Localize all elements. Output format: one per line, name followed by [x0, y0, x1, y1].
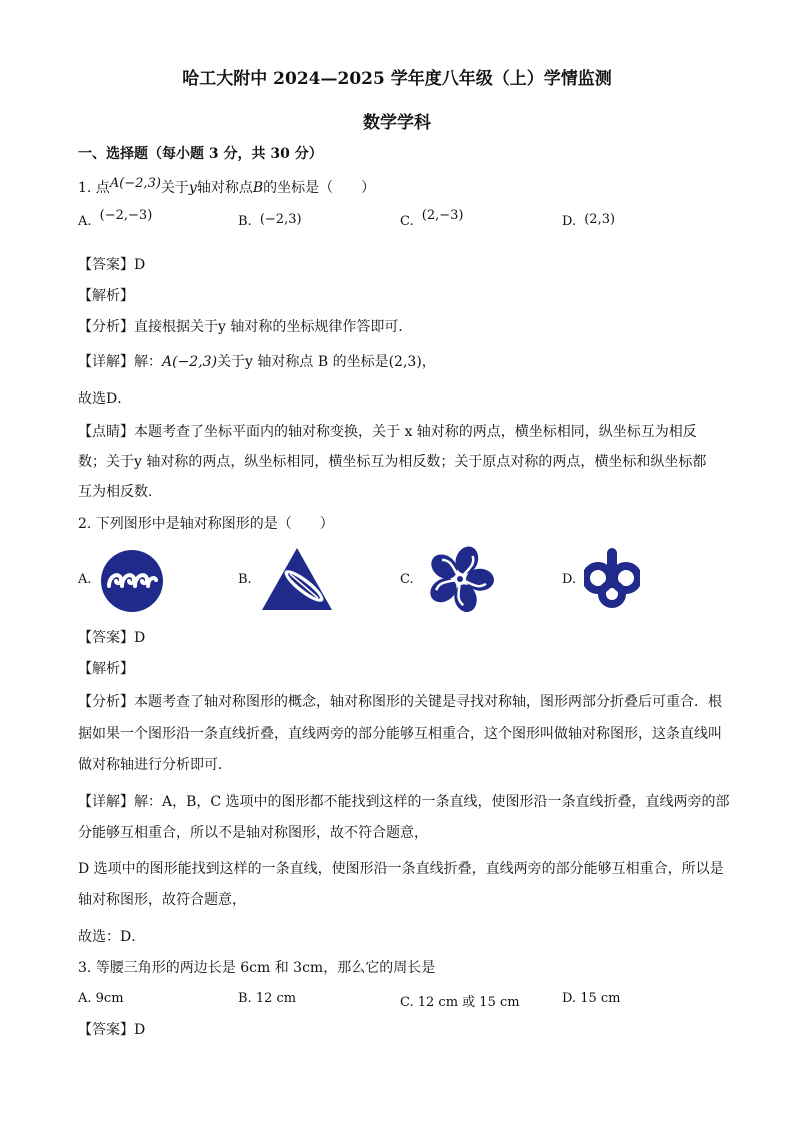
q1-xiangjie-result: (2,3): [388, 354, 422, 370]
q1-xiangjie: [78, 352, 436, 372]
q2-fenxi-line2: 据如果一个图形沿一条直线折叠，直线两旁的部分能够互相重合，这个图形叫做轴对称图形，这条直线叫: [78, 726, 722, 742]
q1-point-b: B: [252, 180, 264, 196]
q1-xiangjie-point: A(−2,3): [162, 354, 218, 370]
q1-option-b-label: B.: [238, 214, 252, 229]
q2-xiangjie-line3: D 选项中的图形能找到这样的一条直线，使图形沿一条直线折叠，直线两旁的部分能够互相重合，所以是: [78, 861, 724, 877]
pinwheel-flower-icon: [424, 543, 496, 615]
page-subtitle: 数学学科: [363, 113, 431, 133]
q1-point: A(−2,3): [109, 176, 161, 191]
q3-option-c: C. 12 cm 或 15 cm: [400, 995, 520, 1010]
q2-fenxi-line1: 【分析】本题考查了轴对称图形的概念，轴对称图形的关键是寻找对称轴，图形两部分折叠后可重合．根: [78, 694, 722, 710]
q1-dianjing-line2: 数；关于y 轴对称的两点，纵坐标相同，横坐标互为相反数；关于原点对称的两点，横坐标和纵坐标都: [78, 454, 707, 470]
q1-xiangjie-prefix: 【详解】解：: [78, 354, 162, 370]
q1-stem-mid: 关于: [160, 180, 189, 196]
q1-conclusion: 故选D．: [78, 391, 132, 407]
q1-option-d-value: (2,3): [584, 212, 616, 227]
q3-option-a: A. 9cm: [78, 991, 124, 1006]
q1-option-c-value: (2,−3): [421, 208, 464, 223]
q2-xiangjie-line2: 分能够互相重合，所以不是轴对称图形，故不符合题意，: [78, 825, 428, 841]
q1-stem-prefix: 1. 点: [78, 180, 110, 196]
q2-option-c-label: C.: [400, 572, 414, 587]
q1-option-d: [562, 214, 615, 229]
waves-circle-icon: [99, 548, 165, 614]
rings-symbol-icon: [584, 548, 640, 608]
q1-option-b: [238, 214, 302, 229]
q1-option-b-value: (−2,3): [259, 212, 302, 227]
q3-stem: 3. 等腰三角形的两边长是 6cm 和 3cm，那么它的周长是: [78, 960, 436, 976]
q2-analysis: 【解析】: [78, 661, 134, 677]
q2-option-a-label: A.: [78, 572, 92, 587]
q2-conclusion: 故选：D．: [78, 929, 146, 945]
q1-option-a-label: A.: [78, 214, 92, 229]
triangle-leaf-icon: [260, 546, 334, 612]
q1-xiangjie-end: ，: [421, 354, 436, 370]
q2-stem: 2. 下列图形中是轴对称图形的是（ ）: [78, 516, 334, 532]
q2-fenxi-line3: 做对称轴进行分析即可．: [78, 757, 232, 773]
q2-option-d-label: D.: [562, 572, 577, 587]
q1-axis: y: [188, 180, 197, 196]
q3-option-b: B. 12 cm: [238, 991, 297, 1006]
q1-option-c-label: C.: [400, 214, 414, 229]
q1-option-a: [78, 208, 153, 229]
q1-option-d-label: D.: [562, 214, 577, 229]
q3-option-d: D. 15 cm: [562, 991, 621, 1006]
q1-stem-suffix: 轴对称点: [196, 180, 253, 196]
q1-option-c: [400, 208, 464, 229]
q1-stem-end: 的坐标是（ ）: [263, 180, 376, 196]
q1-answer: 【答案】D: [78, 257, 146, 273]
q1-dianjing-line1: 【点睛】本题考查了坐标平面内的轴对称变换，关于 x 轴对称的两点，横坐标相同，纵坐标互为相反: [78, 424, 697, 440]
q1-analysis: 【解析】: [78, 288, 134, 304]
q2-xiangjie-line1: 【详解】解：A，B，C 选项中的图形都不能找到这样的一条直线，使图形沿一条直线折叠，直线两旁的部: [78, 794, 730, 810]
q1-option-a-value: (−2,−3): [99, 208, 153, 223]
q1-xiangjie-mid: 关于y 轴对称点 B 的坐标是: [217, 354, 389, 370]
q1-dianjing-line3: 互为相反数．: [78, 484, 162, 500]
q2-xiangjie-line4: 轴对称图形，故符合题意，: [78, 892, 246, 908]
page-title: 哈工大附中 2024—2025 学年度八年级（上）学情监测: [182, 69, 612, 89]
q1-fenxi: 【分析】直接根据关于y 轴对称的坐标规律作答即可．: [78, 319, 413, 335]
section-heading: 一、选择题（每小题 3 分，共 30 分）: [78, 146, 323, 162]
q2-answer: 【答案】D: [78, 630, 146, 646]
q3-answer: 【答案】D: [78, 1022, 146, 1038]
q2-option-b-label: B.: [238, 572, 252, 587]
q1-stem: [78, 178, 375, 199]
